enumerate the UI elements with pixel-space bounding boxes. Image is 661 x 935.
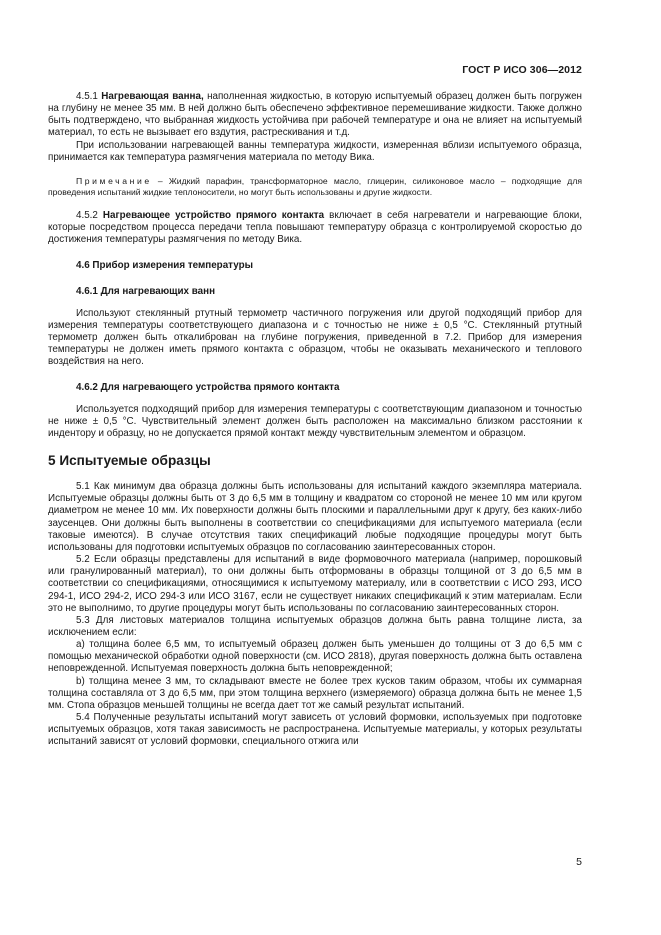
heading-4-6-1: 4.6.1 Для нагревающих ванн — [76, 285, 216, 297]
para-4-5-2: 4.5.2 Нагревающее устройство прямого контакта включает в себя нагреватели и нагревающие блоки, которые посредством процесса передачи тепла повышают температуру образца с контролируемой скоростью до достижения температуры размягчения по методу Вика. — [48, 209, 582, 246]
para-5-3-a: а) толщина более 6,5 мм, то испытуемый образец должен быть уменьшен до толщины от 3 до 6,5 мм с помощью механической обработки одной поверхности (см. ИСО 2818), другая поверхность должна быть оставлена неповрежденной. Испытуемая поверхность должна быть неповрежденной; — [48, 639, 582, 675]
para-5-4: 5.4 Полученные результаты испытаний могут зависеть от условий формовки, используемых при подготовке испытуемых образцов, хотя такая зависимость не распространена. Испытуемые материалы, у которых результаты испытаний зависят от условий формовки, специального отжига или — [48, 712, 582, 748]
heading-4-6: 4.6 Прибор измерения температуры — [76, 260, 254, 272]
para-4-6-1: Используют стеклянный ртутный термометр частичного погружения или другой подходящий прибор для измерения температуры соответствующего диапазона и с точностью не ниже ± 0,5 °С. Стеклянный ртутный термометр должен быть откалиброван на глубине погружения, приведенной в 7.2. Прибор для измерения температуры не должен иметь прямого контакта с образцом, чтобы не оказывать механического и теплового воздействия на него. — [48, 307, 582, 368]
term-heating-bath: Нагревающая ванна, — [101, 91, 204, 102]
note-label: Примечание — [76, 175, 152, 186]
para-5-3: 5.3 Для листовых материалов толщина испытуемых образцов должна быть равна толщине листа, за исключением если: — [48, 614, 582, 638]
para-5-1: 5.1 Как минимум два образца должны быть использованы для испытаний каждого экземпляра материала. Испытуемые образцы должны быть от 3 до 6,5 мм в толщину и квадратом со стороной не менее 10 мм или кругом диаметром не менее 10 мм. Их поверхности должны быть плоскими и параллельными друг к другу, без каких-либо заусенцев. Они должны быть выполнены в соответствии со спецификациями для испытуемого материала (если таковые имеются). В случае отсутствия таких спецификаций любые подходящие процедуры могут быть использованы для подготовки испытуемых образцов по согласованию заинтересованных сторон. — [48, 481, 582, 553]
page-content — [48, 91, 582, 749]
heading-4-6-2: 4.6.2 Для нагревающего устройства прямого контакта — [76, 381, 340, 393]
running-header: ГОСТ Р ИСО 306—2012 — [462, 64, 582, 76]
note-block: Примечание – Жидкий парафин, трансформаторное масло, глицерин, силиконовое масло – подходящие для проведения испытаний жидкие теплоносители, но могут быть использованы и другие жидкости. — [48, 175, 582, 197]
para-bath-temperature: При использовании нагревающей ванны температура жидкости, измеренная вблизи испытуемого образца, принимается как температура размягчения материала по методу Вика. — [48, 139, 582, 163]
page-number: 5 — [576, 856, 582, 868]
para-5-3-b: b) толщина менее 3 мм, то складывают вместе не более трех кусков таким образом, чтобы их суммарная толщина составляла от 3 до 6,5 мм, при этом толщина верхнего (измеряемого) образца должна быть не менее 1,5 мм. Стопа образцов меньшей толщины не всегда дает тот же самый результат испытаний. — [48, 675, 582, 711]
para-4-6-2: Используется подходящий прибор для измерения температуры с соответствующим диапазоном и точностью не ниже ± 0,5 °С. Чувствительный элемент должен быть расположен на максимально близком расстоянии к индентору и образцу, но не допускается прямой контакт между чувствительным элементом и образцом. — [48, 403, 582, 439]
term-contact-heater: Нагревающее устройство прямого контакта — [102, 209, 325, 221]
para-4-5-1: 4.5.1 Нагревающая ванна, наполненная жидкостью, в которую испытуемый образец должен быть погружен на глубину не менее 35 мм. В ней должно быть обеспечено эффективное перемешивание жидкости. Также должно быть подтверждено, что выбранная жидкость устойчива при рабочей температуре и она не влияет на испытуемый материал, то есть не вызывает его вздутия, растрескивания и т.д. — [48, 91, 582, 139]
para-5-2: 5.2 Если образцы представлены для испытаний в виде формовочного материала (например, порошковый или гранулированный материал), то они должны быть отформованы в образцы толщиной от 3 до 6,5 мм в соответствии со спецификациями, относящимися к испытуемому материалу, или в соответствии с ИСО 293, ИСО 294-1, ИСО 294-2, ИСО 294-3 или ИСО 3167, если не существует никаких спецификаций к этим материалам. Если это не выполнимо, то другие процедуры могут быть использованы по согласованию заинтересованных сторон. — [48, 554, 582, 614]
section-5-title: 5 Испытуемые образцы — [48, 453, 211, 469]
